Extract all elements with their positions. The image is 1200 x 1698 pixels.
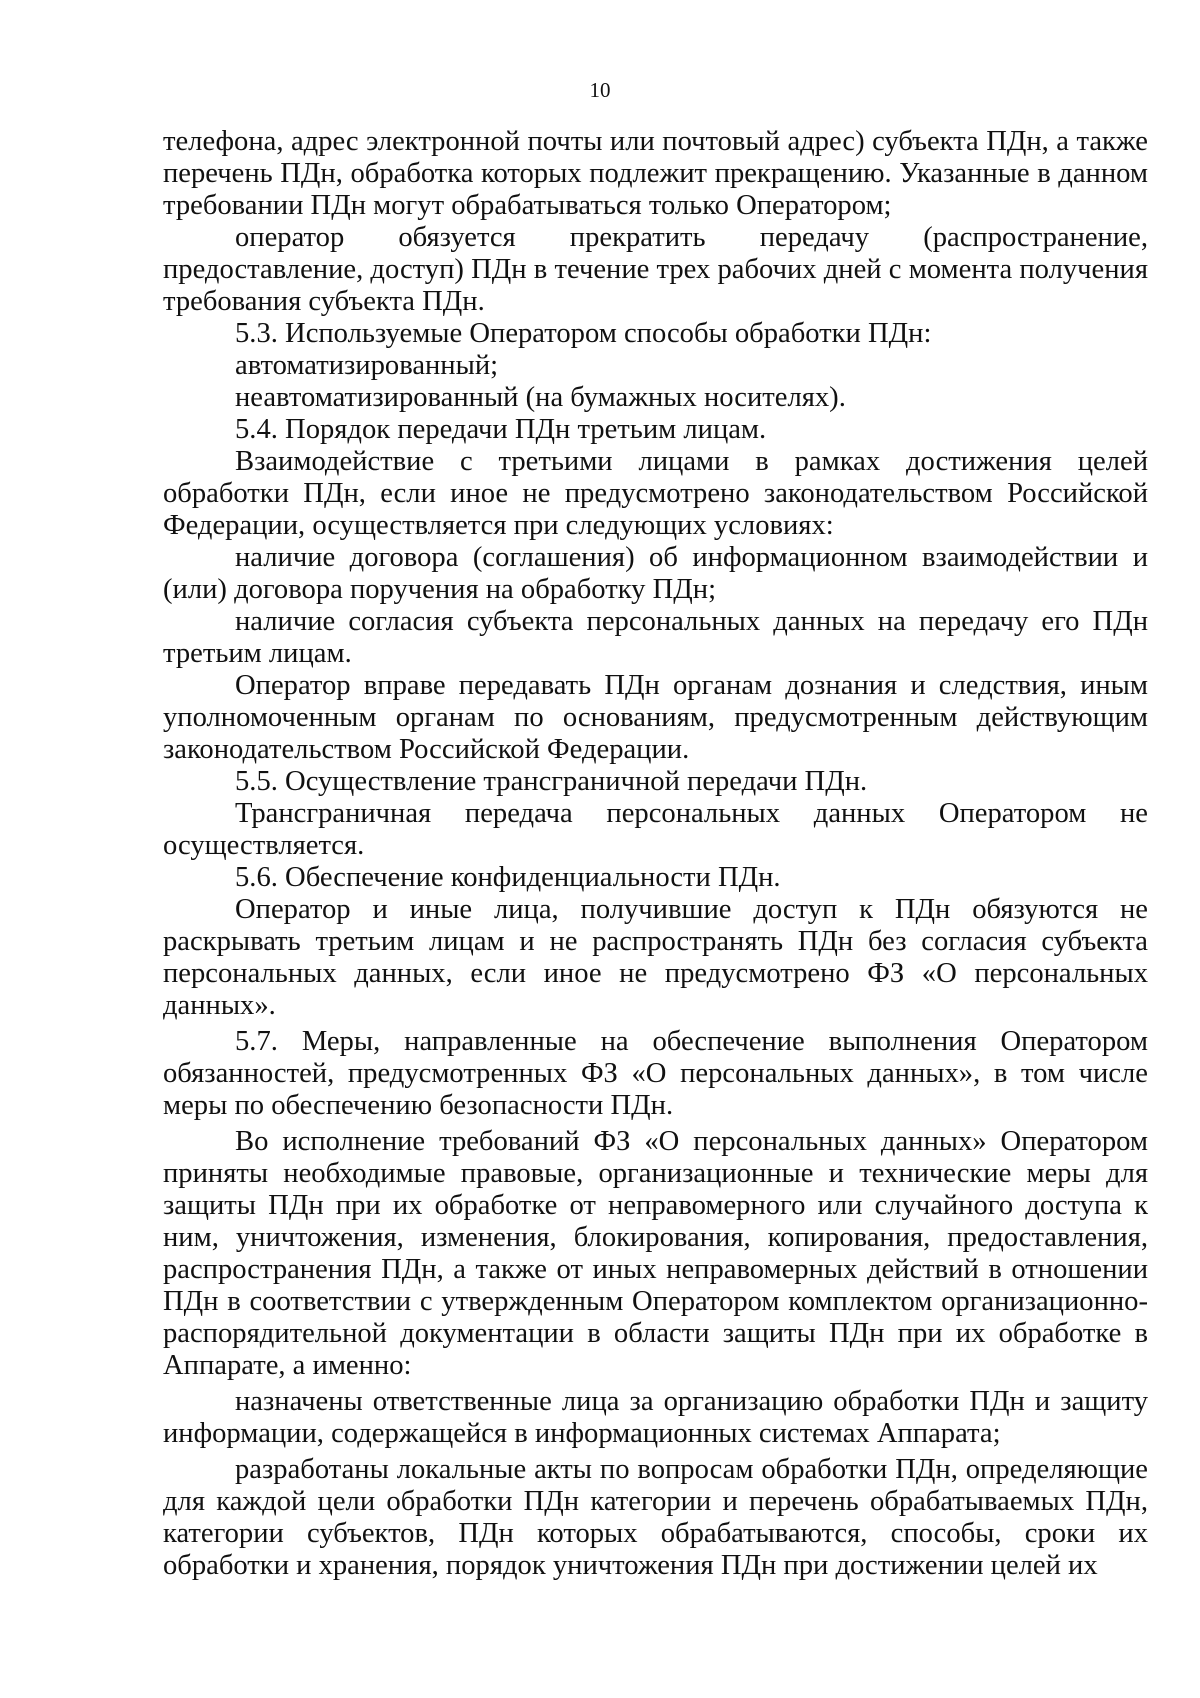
list-item: разработаны локальные акты по вопросам обработки ПДн, определяющие для каждой цели обработки ПДн категории и перечень обрабатываемых ПДн, категории субъектов, ПДн которых обрабатываются, способы, сроки их обработки и хранения, порядок уничтожения ПДн при достижении целей их <box>163 1454 1148 1581</box>
paragraph: оператор обязуется прекратить передачу (распространение, предоставление, доступ) ПДн в течение трех рабочих дней с момента получения требования субъекта ПДн. <box>163 222 1148 317</box>
paragraph: Оператор и иные лица, получившие доступ к ПДн обязуются не раскрывать третьим лицам и не распространять ПДн без согласия субъекта персональных данных, если иное не предусмотрено ФЗ «О персональных данных». <box>163 894 1148 1021</box>
list-item: назначены ответственные лица за организацию обработки ПДн и защиту информации, содержащейся в информационных системах Аппарата; <box>163 1386 1148 1449</box>
section-heading: 5.7. Меры, направленные на обеспечение выполнения Оператором обязанностей, предусмотренных ФЗ «О персональных данных», в том числе меры по обеспечению безопасности ПДн. <box>163 1026 1148 1121</box>
paragraph: Трансграничная передача персональных данных Оператором не осуществляется. <box>163 798 1148 861</box>
paragraph: Взаимодействие с третьими лицами в рамках достижения целей обработки ПДн, если иное не предусмотрено законодательством Российской Федерации, осуществляется при следующих условиях: <box>163 446 1148 541</box>
list-item: неавтоматизированный (на бумажных носителях). <box>235 382 846 413</box>
list-item: автоматизированный; <box>235 350 499 381</box>
section-heading: 5.5. Осуществление трансграничной передачи ПДн. <box>235 766 868 797</box>
list-item: наличие договора (соглашения) об информационном взаимодействии и (или) договора поручения на обработку ПДн; <box>163 542 1148 605</box>
section-heading: 5.3. Используемые Оператором способы обработки ПДн: <box>235 318 932 349</box>
paragraph: Оператор вправе передавать ПДн органам дознания и следствия, иным уполномоченным органам по основаниям, предусмотренным действующим законодательством Российской Федерации. <box>163 670 1148 765</box>
paragraph: телефона, адрес электронной почты или почтовый адрес) субъекта ПДн, а также перечень ПДн, обработка которых подлежит прекращению. Указанные в данном требовании ПДн могут обрабатываться только Оператором; <box>163 126 1148 221</box>
section-heading: 5.6. Обеспечение конфиденциальности ПДн. <box>235 862 781 893</box>
page-number: 10 <box>589 78 611 102</box>
paragraph: Во исполнение требований ФЗ «О персональных данных» Оператором приняты необходимые правовые, организационные и технические меры для защиты ПДн при их обработке от неправомерного или случайного доступа к ним, уничтожения, изменения, блокирования, копирования, предоставления, распространения ПДн, а также от иных неправомерных действий в отношении ПДн в соответствии с утвержденным Оператором комплектом организационно-распорядительной документации в области защиты ПДн при их обработке в Аппарате, а именно: <box>163 1126 1148 1381</box>
list-item: наличие согласия субъекта персональных данных на передачу его ПДн третьим лицам. <box>163 606 1148 669</box>
document-body <box>163 126 1148 1582</box>
section-heading: 5.4. Порядок передачи ПДн третьим лицам. <box>235 414 767 445</box>
